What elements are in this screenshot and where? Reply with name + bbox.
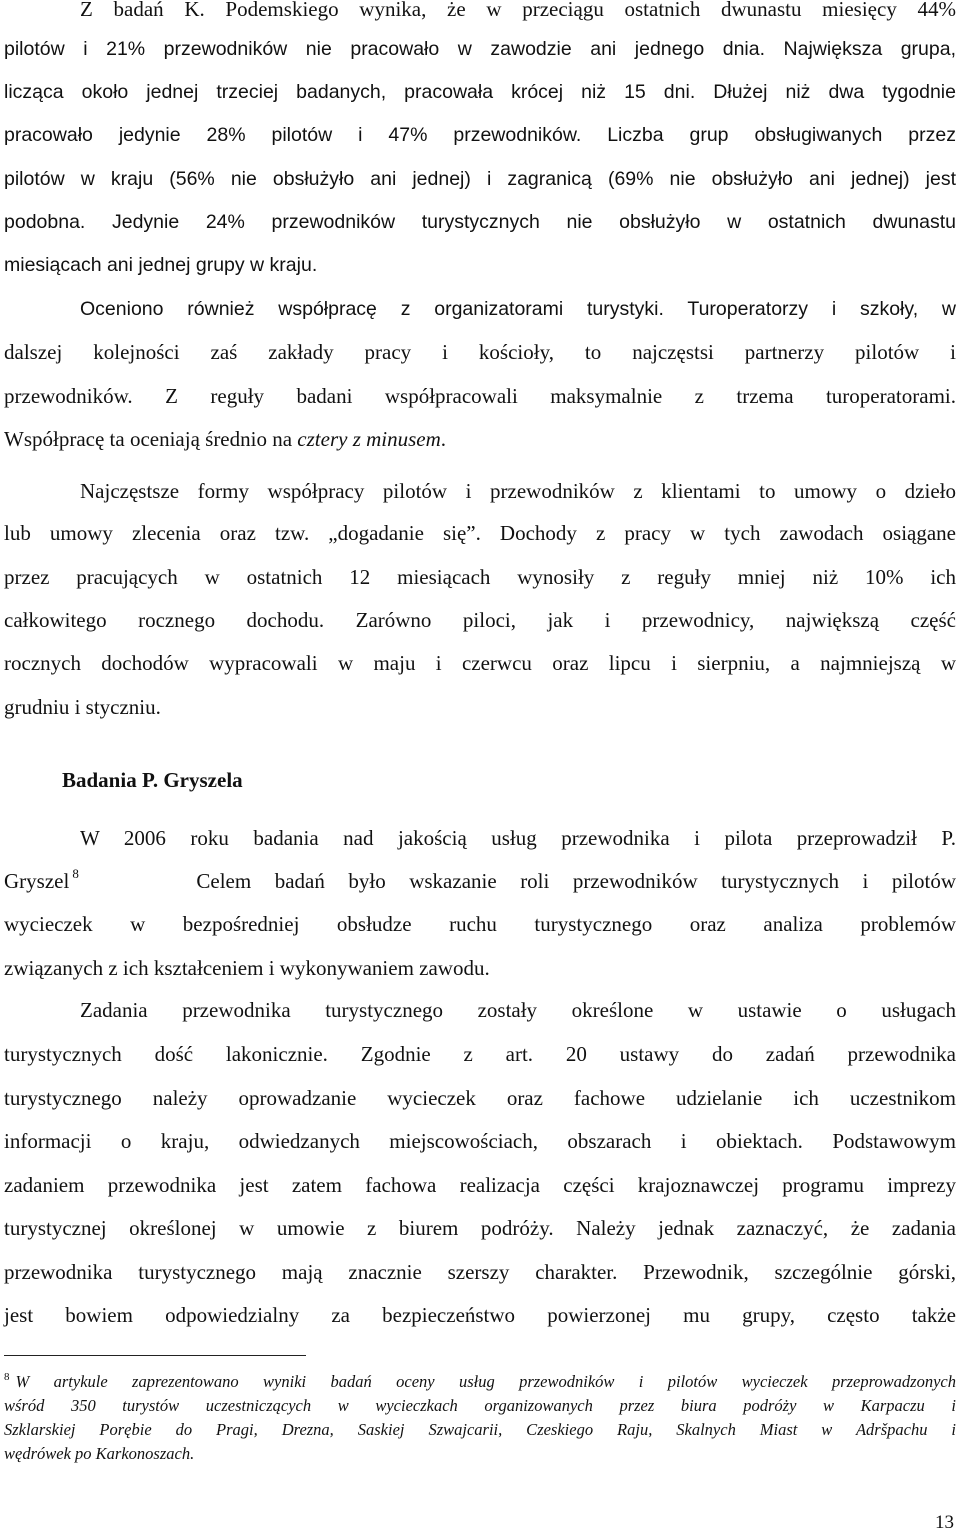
paragraph-line: Współpracę ta oceniają średnio na cztery z minusem. <box>4 427 447 451</box>
footnote-line: Szklarskiej Porębie do Pragi, Drezna, Saskiej Szwajcarii, Czeskiego Raju, Skalnych Miast w Adršpachu i <box>4 1420 956 1439</box>
footnote-divider <box>4 1355 306 1356</box>
paragraph-line: turystycznej określonej w umowie z biurem podróży. Należy jednak zaznaczyć, że zadania <box>4 1216 956 1240</box>
paragraph-line: dalszej kolejności zaś zakłady pracy i kościoły, to najczęstsi partnerzy pilotów i <box>4 340 956 364</box>
page-number: 13 <box>935 1512 954 1533</box>
paragraph-line: pracowało jedynie 28% pilotów i 47% przewodników. Liczba grup obsługiwanych przez <box>4 124 956 146</box>
section-heading: Badania P. Gryszela <box>62 768 243 792</box>
paragraph-line: przewodnika turystycznego mają znacznie szerszy charakter. Przewodnik, szczególnie górski, <box>4 1260 956 1284</box>
paragraph-line: Oceniono również współpracę z organizatorami turystyki. Turoperatorzy i szkoły, w <box>80 298 956 320</box>
paragraph-line: Gryszel $^8$ Celem badań było wskazanie roli przewodników turystycznych i pilotów <box>4 866 957 893</box>
paragraph-line: turystycznego należy oprowadzanie wycieczek oraz fachowe udzielanie ich uczestnikom <box>4 1086 956 1110</box>
paragraph-line: zadaniem przewodnika jest zatem fachowa realizacja części krajoznawczej programu imprezy <box>4 1173 956 1197</box>
footnote-line: wędrówek po Karkonoszach. <box>4 1444 195 1463</box>
italic-emphasis: cztery z minusem <box>297 427 441 451</box>
paragraph-line: związanych z ich kształceniem i wykonywaniem zawodu. <box>4 956 490 980</box>
paragraph-line: grudniu i styczniu. <box>4 695 161 719</box>
footnote-reference[interactable]: 8 <box>72 866 79 881</box>
paragraph-line: miesiącach ani jednej grupy w kraju. <box>4 254 318 276</box>
footnote-line: $^8$ W artykule zaprezentowano wyniki badań oceny usług przewodników i pilotów wycieczek przeprowadzonych <box>4 1371 956 1391</box>
paragraph-line: licząca około jednej trzeciej badanych, pracowała krócej niż 15 dni. Dłużej niż dwa tygodnie <box>4 81 956 103</box>
paragraph-line: jest bowiem odpowiedzialny za bezpieczeństwo powierzonej mu grupy, często także <box>4 1303 956 1327</box>
paragraph-line: lub umowy zlecenia oraz tzw. „dogadanie się”. Dochody z pracy w tych zawodach osiągane <box>4 521 956 545</box>
paragraph-line: W 2006 roku badania nad jakością usług przewodnika i pilota przeprowadził P. <box>80 826 956 850</box>
paragraph-line: przewodników. Z reguły badani współpracowali maksymalnie z trzema turoperatorami. <box>4 384 956 408</box>
paragraph-line: pilotów i 21% przewodników nie pracowało w zawodzie ani jednego dnia. Największa grupa, <box>4 38 956 60</box>
footnote-line: wśród 350 turystów uczestniczących w wycieczkach organizowanych przez biura podróży w Karpaczu i <box>4 1396 956 1415</box>
paragraph-line: Z badań K. Podemskiego wynika, że w przeciągu ostatnich dwunastu miesięcy 44% <box>80 0 956 21</box>
paragraph-line: podobna. Jedynie 24% przewodników turystycznych nie obsłużyło w ostatnich dwunastu <box>4 211 956 233</box>
paragraph-line: Zadania przewodnika turystycznego zostały określone w ustawie o usługach <box>80 998 956 1022</box>
footnote-number: 8 <box>4 1371 10 1383</box>
paragraph-line: informacji o kraju, odwiedzanych miejscowościach, obszarach i obiektach. Podstawowym <box>4 1129 956 1153</box>
paragraph-line: wycieczek w bezpośredniej obsłudze ruchu turystycznego oraz analiza problemów <box>4 912 956 936</box>
paragraph-line: całkowitego rocznego dochodu. Zarówno piloci, jak i przewodnicy, największą część <box>4 608 956 632</box>
paragraph-line: pilotów w kraju (56% nie obsłużyło ani jednej) i zagranicą (69% nie obsłużyło ani jednej) jest <box>4 168 956 190</box>
paragraph-line: przez pracujących w ostatnich 12 miesiącach wynosiły z reguły mniej niż 10% ich <box>4 565 956 589</box>
paragraph-line: Najczęstsze formy współpracy pilotów i przewodników z klientami to umowy o dzieło <box>80 479 956 503</box>
paragraph-line: turystycznych dość lakonicznie. Zgodnie z art. 20 ustawy do zadań przewodnika <box>4 1042 956 1066</box>
paragraph-line: rocznych dochodów wypracowali w maju i czerwcu oraz lipcu i sierpniu, a najmniejszą w <box>4 651 956 675</box>
